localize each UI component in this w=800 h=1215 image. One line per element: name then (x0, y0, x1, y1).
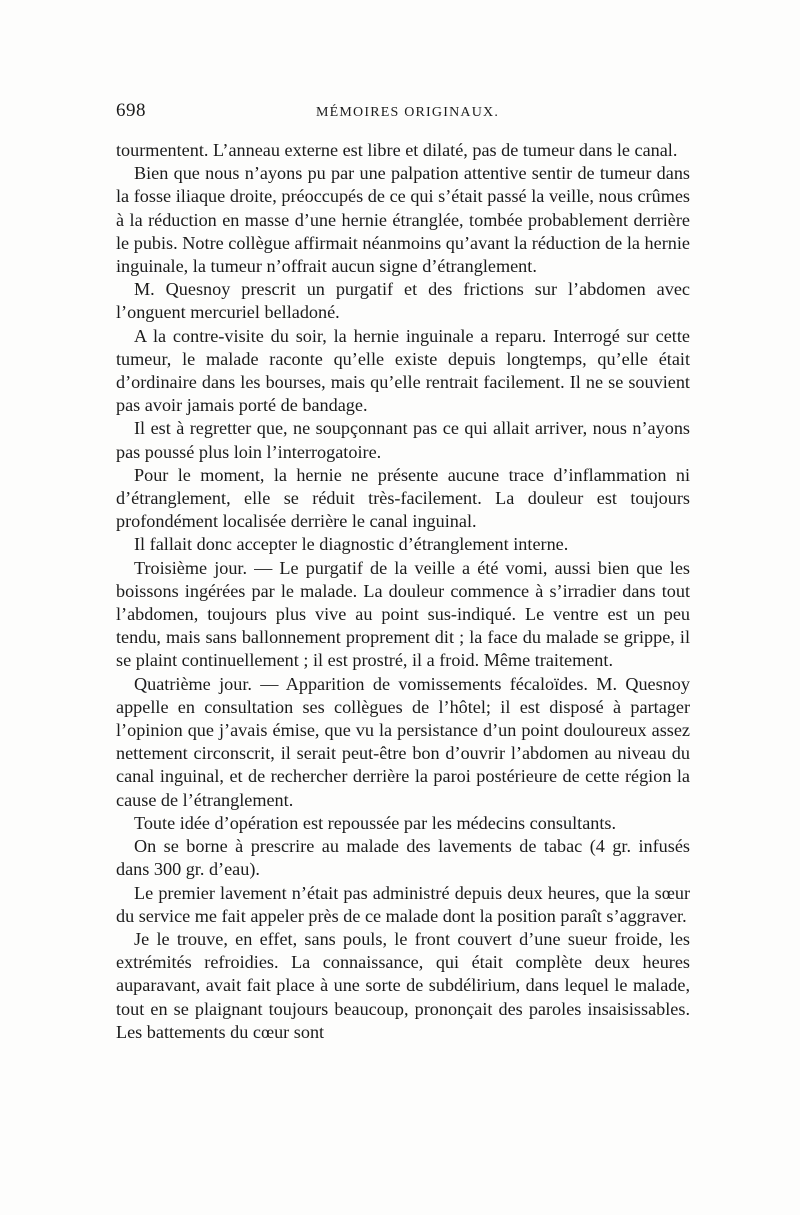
paragraph: Il est à regretter que, ne soupçonnant pas ce qui allait arriver, nous n’ayons pas poussé plus loin l’interrogatoire. (116, 418, 690, 462)
paragraph: Troisième jour. — Le purgatif de la veille a été vomi, aussi bien que les boissons ingérées par le malade. La douleur commence à s’irradier dans tout l’abdomen, toujours plus vive au point sus-indiqué. Le ventre est un peu tendu, mais sans ballonnement proprement dit ; la face du malade se grippe, il se plaint continuellement ; il est prostré, il a froid. Même traitement. (116, 557, 690, 671)
page-header (116, 100, 690, 130)
paragraph: On se borne à prescrire au malade des lavements de tabac (4 gr. infusés dans 300 gr. d’eau). (116, 836, 690, 880)
paragraph: Toute idée d’opération est repoussée par les médecins consultants. (134, 812, 617, 833)
body-text (116, 139, 690, 1044)
page-number: 698 (116, 100, 146, 121)
running-title: MÉMOIRES ORIGINAUX. (316, 105, 500, 120)
paragraph: Quatrième jour. — Apparition de vomissements fécaloïdes. M. Quesnoy appelle en consultation ses collègues de l’hôtel; il est disposé à partager l’opinion que j’avais émise, que vu la persistance d’un point douloureux assez nettement circonscrit, il serait peut-être bon d’ouvrir l’abdomen au niveau du canal inguinal, et de rechercher derrière la paroi postérieure de cette région la cause de l’étranglement. (116, 673, 690, 810)
paragraph: tourmentent. L’anneau externe est libre et dilaté, pas de tumeur dans le canal. (116, 140, 678, 160)
paragraph: A la contre-visite du soir, la hernie inguinale a reparu. Interrogé sur cette tumeur, le malade raconte qu’elle existe depuis longtemps, qu’elle était d’ordinaire dans les bourses, mais qu’elle rentrait facilement. Il ne se souvient pas avoir jamais porté de bandage. (116, 325, 690, 416)
paragraph: M. Quesnoy prescrit un purgatif et des frictions sur l’abdomen avec l’onguent mercuriel belladoné. (116, 279, 690, 323)
paragraph: Pour le moment, la hernie ne présente aucune trace d’inflammation ni d’étranglement, elle se réduit très-facilement. La douleur est toujours profondément localisée derrière le canal inguinal. (116, 464, 690, 532)
paragraph: Je le trouve, en effet, sans pouls, le front couvert d’une sueur froide, les extrémités refroidies. La connaissance, qui était complète deux heures auparavant, avait fait place à une sorte de subdélirium, dans lequel le malade, tout en se plaignant toujours beaucoup, prononçait des paroles insaisissables. Les battements du cœur sont (116, 928, 690, 1042)
paragraph: Il fallait donc accepter le diagnostic d’étranglement interne. (134, 534, 569, 555)
paragraph: Bien que nous n’ayons pu par une palpation attentive sentir de tumeur dans la fosse iliaque droite, préoccupés de ce qui s’était passé la veille, nous crûmes à la réduction en masse d’une hernie étranglée, tombée probablement derrière le pubis. Notre collègue affirmait néanmoins qu’avant la réduction de la hernie inguinale, la tumeur n’offrait aucun signe d’étranglement. (116, 163, 690, 277)
paragraph: Le premier lavement n’était pas administré depuis deux heures, que la sœur du service me fait appeler près de ce malade dont la position paraît s’aggraver. (116, 882, 690, 926)
